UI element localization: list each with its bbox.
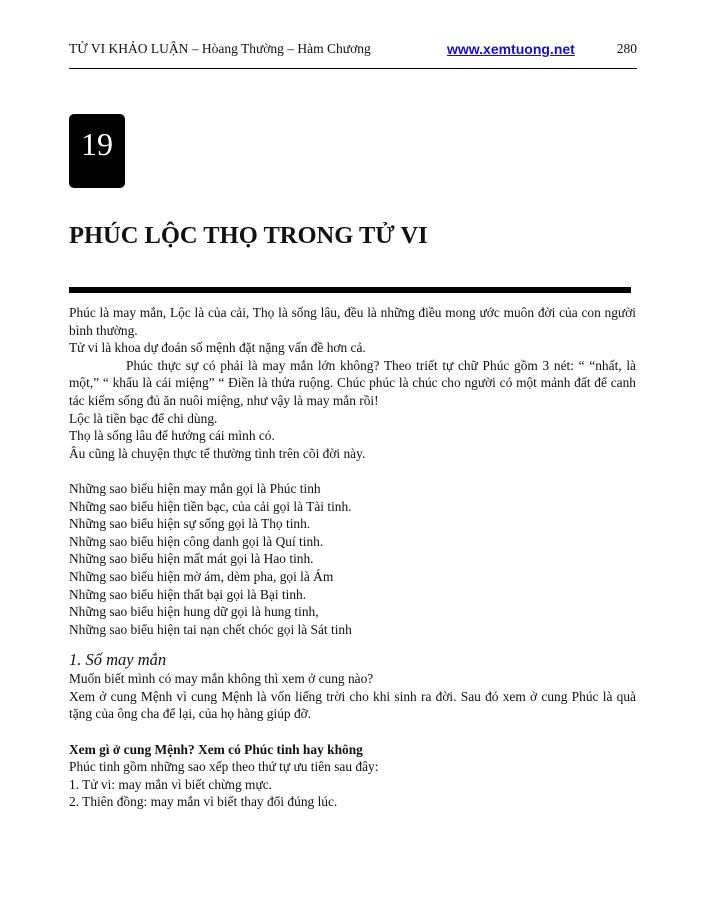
header-website-link[interactable]: www.xemtuong.net [447,41,575,57]
chapter-number-box [69,114,125,188]
paragraph: Lộc là tiền bạc để chi dùng. [69,410,218,426]
paragraph: Âu cũng là chuyện thực tế thường tình trên cõi đời này. [69,445,366,461]
section-heading: 1. Số may mắn [69,650,167,670]
paragraph: Phúc thực sự có phải là may mắn lớn không? Theo triết tự chữ Phúc gồm 3 nét: “ “nhất, là một,” “ khẩu là cái miệng” “ Điền là thửa ruộng. Chúc phúc là chúc cho người có một mảnh đất để canh tác kiếm sống đủ ăn nuôi miệng, như vậy là may mắn rồi! [69,357,636,408]
body-text [69,304,636,811]
chapter-number: 19 [81,126,113,162]
list-item: 2. Thiên đồng: may mắn vì biết thay đổi đúng lúc. [69,794,338,810]
list-item: Những sao biểu hiện hung dữ gọi là hung tinh, [69,604,319,620]
paragraph: Muốn biết mình có may mắn không thì xem ở cung nào? [69,671,374,687]
paragraph: Thọ là sống lâu để hưởng cái mình có. [69,428,275,444]
page-number: 280 [616,41,637,56]
paragraph: Phúc là may mắn, Lộc là của cải, Thọ là sống lâu, đều là những điều mong ước muôn đời của con người bình thường. [69,305,636,338]
list-item: Những sao biểu hiện may mắn gọi là Phúc tinh [69,480,321,496]
spacer [69,723,636,741]
list-item: Những sao biểu hiện mất mát gọi là Hao tinh. [69,551,314,567]
list-item: Những sao biểu hiện tai nạn chết chóc gọi là Sát tinh [69,621,352,637]
title-divider [69,287,631,293]
chapter-title: PHÚC LỘC THỌ TRONG TỬ VI [69,222,428,249]
header-title: TỬ VI KHẢO LUẬN – Hòang Thường – Hàm Chương [69,41,371,56]
list-item: Những sao biểu hiện sự sống gọi là Thọ tinh. [69,516,311,532]
paragraph: Xem ở cung Mệnh vì cung Mệnh là vốn liếng trời cho khi sinh ra đời. Sau đó xem ở cung Phúc là quà tặng của ông cha để lại, của họ hàng giúp đỡ. [69,688,636,722]
list-item: Những sao biểu hiện thất bại gọi là Bại tinh. [69,586,307,602]
subsection-heading: Xem gì ở cung Mệnh? Xem có Phúc tinh hay không [69,741,363,757]
list-item: Những sao biểu hiện mờ ám, dèm pha, gọi là Ám [69,568,334,584]
list-item: 1. Tử vi: may mắn vì biết chừng mực. [69,776,273,792]
list-item: Những sao biểu hiện công danh gọi là Quí tinh. [69,533,324,549]
list-item: Những sao biểu hiện tiền bạc, của cải gọi là Tài tinh. [69,498,352,514]
header-divider [69,68,637,69]
page-header [69,41,637,61]
list-item: Phúc tinh gồm những sao xếp theo thứ tự ưu tiên sau đây: [69,759,379,775]
paragraph: Tử vi là khoa dự đoán số mệnh đặt nặng vấn đề hơn cả. [69,340,366,356]
spacer [69,462,636,480]
